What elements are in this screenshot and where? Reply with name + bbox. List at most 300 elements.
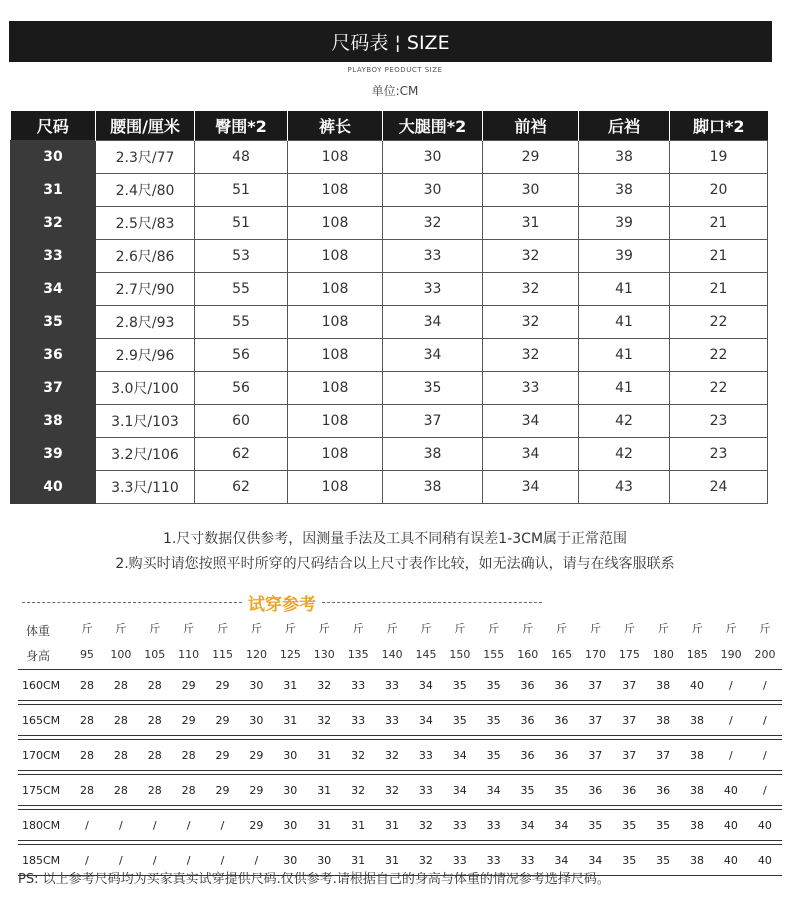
tryon-size-cell: 31 xyxy=(307,775,341,806)
weight-value: 185 xyxy=(686,648,708,661)
size-value-cell: 38 xyxy=(383,438,483,471)
tryon-size-cell: 31 xyxy=(273,670,307,701)
size-value-cell: 30 xyxy=(483,174,579,207)
weight-value: 100 xyxy=(110,648,132,661)
size-value-cell: 108 xyxy=(288,339,383,372)
size-value-cell: 32 xyxy=(383,207,483,240)
size-value-cell: 108 xyxy=(288,273,383,306)
divider-left xyxy=(22,602,242,603)
tryon-size-cell: 35 xyxy=(477,705,511,736)
size-code-cell: 38 xyxy=(11,405,96,438)
tryon-size-cell: 35 xyxy=(612,810,646,841)
tryon-size-cell: 29 xyxy=(239,775,273,806)
tryon-size-cell: 40 xyxy=(680,670,714,701)
size-code-cell: 33 xyxy=(11,240,96,273)
tryon-size-cell: 28 xyxy=(138,740,172,771)
size-value-cell: 108 xyxy=(288,207,383,240)
weight-value: 120 xyxy=(245,648,267,661)
tryon-size-cell: 29 xyxy=(206,775,240,806)
size-row xyxy=(11,207,768,240)
size-value-cell: 30 xyxy=(383,141,483,174)
notes-block xyxy=(0,527,790,577)
size-value-cell: 108 xyxy=(288,405,383,438)
size-value-cell: 39 xyxy=(579,240,670,273)
size-header-cell: 裤长 xyxy=(288,111,383,141)
size-value-cell: 108 xyxy=(288,372,383,405)
size-value-cell: 60 xyxy=(195,405,288,438)
size-row xyxy=(11,174,768,207)
tryon-size-cell: / xyxy=(138,845,172,876)
tryon-size-cell: 28 xyxy=(138,705,172,736)
size-value-cell: 2.3尺/77 xyxy=(96,141,195,174)
size-row xyxy=(11,372,768,405)
tryon-size-cell: 33 xyxy=(443,810,477,841)
tryon-size-cell: 33 xyxy=(375,670,409,701)
tryon-size-cell: 29 xyxy=(206,670,240,701)
weight-value: 95 xyxy=(79,648,94,661)
size-value-cell: 48 xyxy=(195,141,288,174)
size-header-cell: 后裆 xyxy=(579,111,670,141)
height-cell: 170CM xyxy=(18,740,70,771)
size-value-cell: 51 xyxy=(195,207,288,240)
weight-value: 160 xyxy=(517,648,539,661)
size-value-cell: 51 xyxy=(195,174,288,207)
tryon-size-cell: 31 xyxy=(375,845,409,876)
size-value-cell: 23 xyxy=(670,438,768,471)
size-value-cell: 22 xyxy=(670,372,768,405)
size-value-cell: 22 xyxy=(670,339,768,372)
tryon-size-cell: / xyxy=(206,810,240,841)
size-code-cell: 37 xyxy=(11,372,96,405)
weight-value: 135 xyxy=(347,648,369,661)
size-header-cell: 脚口*2 xyxy=(670,111,768,141)
size-row xyxy=(11,471,768,504)
tryon-table xyxy=(18,669,782,876)
tryon-size-cell: / xyxy=(748,775,782,806)
tryon-size-cell: 34 xyxy=(409,705,443,736)
tryon-size-cell: 31 xyxy=(341,810,375,841)
weight-value: 140 xyxy=(381,648,403,661)
size-value-cell: 37 xyxy=(383,405,483,438)
tryon-size-cell: / xyxy=(70,845,104,876)
jin-unit-label: 斤 xyxy=(352,622,364,635)
size-value-cell: 2.9尺/96 xyxy=(96,339,195,372)
size-value-cell: 41 xyxy=(579,306,670,339)
tryon-size-cell: 37 xyxy=(612,670,646,701)
height-cell: 180CM xyxy=(18,810,70,841)
tryon-size-cell: 31 xyxy=(341,845,375,876)
size-value-cell: 33 xyxy=(383,273,483,306)
tryon-size-cell: 35 xyxy=(511,775,545,806)
tryon-size-cell: 36 xyxy=(544,740,578,771)
size-value-cell: 2.7尺/90 xyxy=(96,273,195,306)
size-row xyxy=(11,405,768,438)
tryon-row xyxy=(18,775,782,806)
jin-unit-label: 斤 xyxy=(318,622,330,635)
unit-label: 单位:CM xyxy=(371,84,419,98)
weight-value: 110 xyxy=(178,648,200,661)
tryon-size-cell: 40 xyxy=(714,775,748,806)
tryon-size-cell: / xyxy=(172,845,206,876)
size-row xyxy=(11,438,768,471)
weight-value: 190 xyxy=(720,648,742,661)
size-value-cell: 108 xyxy=(288,240,383,273)
tryon-size-cell: 35 xyxy=(477,740,511,771)
tryon-size-cell: 30 xyxy=(273,740,307,771)
tryon-size-cell: 35 xyxy=(578,810,612,841)
divider-right xyxy=(322,602,542,603)
tryon-size-cell: 36 xyxy=(578,775,612,806)
size-value-cell: 2.4尺/80 xyxy=(96,174,195,207)
tryon-row xyxy=(18,705,782,736)
size-value-cell: 62 xyxy=(195,471,288,504)
tryon-size-cell: 38 xyxy=(680,775,714,806)
size-code-cell: 35 xyxy=(11,306,96,339)
size-header-cell: 尺码 xyxy=(11,111,96,141)
tryon-size-cell: 28 xyxy=(70,670,104,701)
size-header-cell: 大腿围*2 xyxy=(383,111,483,141)
tryon-size-cell: 40 xyxy=(748,845,782,876)
height-cell: 160CM xyxy=(18,670,70,701)
size-value-cell: 34 xyxy=(483,405,579,438)
tryon-size-cell: 30 xyxy=(273,775,307,806)
tryon-size-cell: 36 xyxy=(511,740,545,771)
tryon-size-cell: 38 xyxy=(646,705,680,736)
tryon-size-cell: 35 xyxy=(544,775,578,806)
weight-value: 175 xyxy=(618,648,640,661)
tryon-size-cell: 33 xyxy=(341,670,375,701)
tryon-size-cell: 33 xyxy=(341,705,375,736)
size-code-cell: 36 xyxy=(11,339,96,372)
tryon-size-cell: 28 xyxy=(172,740,206,771)
size-value-cell: 23 xyxy=(670,405,768,438)
tryon-size-cell: 32 xyxy=(341,740,375,771)
jin-unit-label: 斤 xyxy=(149,622,161,635)
size-value-cell: 33 xyxy=(383,240,483,273)
jin-unit-label: 斤 xyxy=(522,622,534,635)
tryon-size-cell: 36 xyxy=(544,670,578,701)
height-label: 身高 xyxy=(26,649,51,663)
tryon-size-cell: 28 xyxy=(104,705,138,736)
size-row xyxy=(11,240,768,273)
tryon-size-cell: 36 xyxy=(646,775,680,806)
tryon-size-cell: 32 xyxy=(307,670,341,701)
tryon-size-cell: 30 xyxy=(273,845,307,876)
tryon-size-cell: / xyxy=(714,705,748,736)
tryon-size-cell: 35 xyxy=(443,670,477,701)
size-value-cell: 42 xyxy=(579,405,670,438)
tryon-title: 试穿参考 xyxy=(248,595,316,615)
size-value-cell: 19 xyxy=(670,141,768,174)
weight-label: 体重 xyxy=(26,624,51,638)
size-value-cell: 108 xyxy=(288,306,383,339)
size-value-cell: 30 xyxy=(383,174,483,207)
tryon-size-cell: 28 xyxy=(70,775,104,806)
tryon-size-cell: 28 xyxy=(104,740,138,771)
weight-value: 145 xyxy=(415,648,437,661)
size-header-cell: 前裆 xyxy=(483,111,579,141)
tryon-size-cell: 28 xyxy=(138,775,172,806)
tryon-size-cell: 35 xyxy=(646,845,680,876)
tryon-size-cell: 33 xyxy=(409,740,443,771)
tryon-size-cell: / xyxy=(748,705,782,736)
tryon-size-cell: 34 xyxy=(443,775,477,806)
size-code-cell: 32 xyxy=(11,207,96,240)
jin-unit-label: 斤 xyxy=(386,622,398,635)
tryon-size-cell: 29 xyxy=(172,670,206,701)
size-value-cell: 108 xyxy=(288,471,383,504)
size-value-cell: 41 xyxy=(579,273,670,306)
tryon-size-cell: 33 xyxy=(409,775,443,806)
tryon-size-cell: 38 xyxy=(680,705,714,736)
size-value-cell: 32 xyxy=(483,306,579,339)
jin-unit-label: 斤 xyxy=(284,622,296,635)
size-value-cell: 41 xyxy=(579,339,670,372)
weight-value: 105 xyxy=(144,648,166,661)
size-value-cell: 21 xyxy=(670,273,768,306)
size-value-cell: 2.5尺/83 xyxy=(96,207,195,240)
jin-unit-label: 斤 xyxy=(556,622,568,635)
jin-unit-label: 斤 xyxy=(454,622,466,635)
size-code-cell: 40 xyxy=(11,471,96,504)
size-value-cell: 21 xyxy=(670,207,768,240)
size-value-cell: 29 xyxy=(483,141,579,174)
jin-unit-label: 斤 xyxy=(759,622,771,635)
jin-unit-label: 斤 xyxy=(250,622,262,635)
weight-value: 170 xyxy=(585,648,607,661)
weight-value: 130 xyxy=(313,648,335,661)
tryon-size-cell: 34 xyxy=(409,670,443,701)
tryon-size-cell: / xyxy=(748,670,782,701)
tryon-size-cell: 34 xyxy=(443,740,477,771)
note-2: 2.购买时请您按照平时所穿的尺码结合以上尺寸表作比较，如无法确认，请与在线客服联系 xyxy=(115,556,675,572)
brand-subtitle: PLAYBOY PEODUCT SIZE xyxy=(347,66,443,74)
weight-value: 180 xyxy=(652,648,674,661)
tryon-size-cell: 34 xyxy=(511,810,545,841)
tryon-size-cell: 35 xyxy=(612,845,646,876)
size-value-cell: 56 xyxy=(195,339,288,372)
tryon-size-cell: 30 xyxy=(239,670,273,701)
size-value-cell: 2.6尺/86 xyxy=(96,240,195,273)
size-value-cell: 38 xyxy=(579,141,670,174)
tryon-size-cell: 36 xyxy=(511,705,545,736)
size-value-cell: 39 xyxy=(579,207,670,240)
tryon-size-cell: / xyxy=(104,810,138,841)
height-cell: 165CM xyxy=(18,705,70,736)
tryon-size-cell: 28 xyxy=(172,775,206,806)
tryon-size-cell: 34 xyxy=(544,810,578,841)
size-header-cell: 腰围/厘米 xyxy=(96,111,195,141)
size-code-cell: 39 xyxy=(11,438,96,471)
tryon-size-cell: / xyxy=(104,845,138,876)
size-value-cell: 20 xyxy=(670,174,768,207)
tryon-size-cell: / xyxy=(206,845,240,876)
tryon-size-cell: 30 xyxy=(307,845,341,876)
tryon-size-cell: 33 xyxy=(477,845,511,876)
jin-unit-label: 斤 xyxy=(115,622,127,635)
weight-value: 155 xyxy=(483,648,505,661)
tryon-size-cell: / xyxy=(714,670,748,701)
size-header-cell: 臀围*2 xyxy=(195,111,288,141)
tryon-size-cell: 30 xyxy=(273,810,307,841)
tryon-size-cell: 31 xyxy=(307,810,341,841)
size-value-cell: 24 xyxy=(670,471,768,504)
tryon-size-cell: 31 xyxy=(307,740,341,771)
weight-header xyxy=(18,618,778,668)
size-row xyxy=(11,306,768,339)
tryon-size-cell: 32 xyxy=(307,705,341,736)
tryon-size-cell: 29 xyxy=(206,740,240,771)
tryon-size-cell: 40 xyxy=(714,845,748,876)
tryon-size-cell: 37 xyxy=(646,740,680,771)
size-value-cell: 31 xyxy=(483,207,579,240)
tryon-size-cell: 33 xyxy=(477,810,511,841)
tryon-size-cell: 35 xyxy=(477,670,511,701)
tryon-size-cell: 34 xyxy=(578,845,612,876)
size-value-cell: 55 xyxy=(195,306,288,339)
tryon-size-cell: 37 xyxy=(612,740,646,771)
weight-value: 200 xyxy=(754,648,776,661)
size-value-cell: 33 xyxy=(483,372,579,405)
tryon-size-cell: 36 xyxy=(544,705,578,736)
tryon-size-cell: 36 xyxy=(612,775,646,806)
tryon-size-cell: 35 xyxy=(443,705,477,736)
jin-unit-label: 斤 xyxy=(725,622,737,635)
tryon-size-cell: 29 xyxy=(239,810,273,841)
note-1: 1.尺寸数据仅供参考，因测量手法及工具不同稍有误差1-3CM属于正常范围 xyxy=(162,531,628,547)
tryon-section-title xyxy=(22,590,542,615)
tryon-size-cell: / xyxy=(748,740,782,771)
size-row xyxy=(11,141,768,174)
tryon-size-cell: 33 xyxy=(375,705,409,736)
tryon-size-cell: / xyxy=(714,740,748,771)
size-value-cell: 55 xyxy=(195,273,288,306)
tryon-size-cell: 28 xyxy=(104,670,138,701)
weight-value: 150 xyxy=(449,648,471,661)
tryon-size-cell: 37 xyxy=(578,670,612,701)
size-value-cell: 32 xyxy=(483,273,579,306)
size-code-cell: 34 xyxy=(11,273,96,306)
page-title: 尺码表 ¦ SIZE xyxy=(331,32,450,54)
tryon-size-cell: / xyxy=(138,810,172,841)
weight-value: 115 xyxy=(212,648,234,661)
tryon-size-cell: 32 xyxy=(409,810,443,841)
tryon-size-cell: 29 xyxy=(206,705,240,736)
weight-value: 125 xyxy=(279,648,301,661)
jin-unit-label: 斤 xyxy=(657,622,669,635)
size-value-cell: 108 xyxy=(288,141,383,174)
size-value-cell: 3.3尺/110 xyxy=(96,471,195,504)
tryon-size-cell: 30 xyxy=(239,705,273,736)
size-value-cell: 34 xyxy=(383,306,483,339)
size-value-cell: 108 xyxy=(288,438,383,471)
size-value-cell: 43 xyxy=(579,471,670,504)
size-value-cell: 2.8尺/93 xyxy=(96,306,195,339)
size-value-cell: 3.1尺/103 xyxy=(96,405,195,438)
size-row xyxy=(11,339,768,372)
size-value-cell: 108 xyxy=(288,174,383,207)
size-code-cell: 31 xyxy=(11,174,96,207)
tryon-size-cell: 29 xyxy=(172,705,206,736)
ps-note: PS: 以上参考尺码均为买家真实试穿提供尺码.仅供参考.请根据自己的身高与体重的情况参考选择尺码。 xyxy=(18,872,610,887)
tryon-size-cell: 28 xyxy=(138,670,172,701)
tryon-row xyxy=(18,810,782,841)
size-value-cell: 38 xyxy=(383,471,483,504)
jin-unit-label: 斤 xyxy=(183,622,195,635)
tryon-size-cell: 28 xyxy=(70,705,104,736)
size-value-cell: 22 xyxy=(670,306,768,339)
tryon-size-cell: 37 xyxy=(578,705,612,736)
tryon-size-cell: 31 xyxy=(273,705,307,736)
tryon-size-cell: / xyxy=(70,810,104,841)
tryon-size-cell: 38 xyxy=(646,670,680,701)
tryon-size-cell: 38 xyxy=(680,845,714,876)
height-cell: 185CM xyxy=(18,845,70,876)
jin-unit-label: 斤 xyxy=(420,622,432,635)
tryon-size-cell: 36 xyxy=(511,670,545,701)
tryon-size-cell: 32 xyxy=(409,845,443,876)
tryon-size-cell: 33 xyxy=(511,845,545,876)
tryon-size-cell: 29 xyxy=(239,740,273,771)
jin-unit-label: 斤 xyxy=(590,622,602,635)
size-value-cell: 34 xyxy=(483,438,579,471)
size-value-cell: 41 xyxy=(579,372,670,405)
tryon-size-cell: 40 xyxy=(714,810,748,841)
size-value-cell: 32 xyxy=(483,339,579,372)
jin-unit-label: 斤 xyxy=(81,622,93,635)
size-value-cell: 56 xyxy=(195,372,288,405)
weight-value: 165 xyxy=(551,648,573,661)
size-value-cell: 3.0尺/100 xyxy=(96,372,195,405)
size-value-cell: 38 xyxy=(579,174,670,207)
tryon-size-cell: 40 xyxy=(748,810,782,841)
size-value-cell: 3.2尺/106 xyxy=(96,438,195,471)
size-value-cell: 21 xyxy=(670,240,768,273)
size-value-cell: 42 xyxy=(579,438,670,471)
size-row xyxy=(11,273,768,306)
size-value-cell: 62 xyxy=(195,438,288,471)
tryon-size-cell: 32 xyxy=(375,775,409,806)
tryon-size-cell: 33 xyxy=(443,845,477,876)
size-code-cell: 30 xyxy=(11,141,96,174)
tryon-size-cell: 37 xyxy=(612,705,646,736)
header-title-bar xyxy=(9,21,772,62)
tryon-size-cell: / xyxy=(239,845,273,876)
size-chart-table xyxy=(10,111,768,504)
tryon-row xyxy=(18,740,782,771)
tryon-size-cell: 38 xyxy=(680,740,714,771)
tryon-size-cell: 32 xyxy=(341,775,375,806)
jin-unit-label: 斤 xyxy=(217,622,229,635)
jin-unit-label: 斤 xyxy=(691,622,703,635)
size-value-cell: 32 xyxy=(483,240,579,273)
tryon-size-cell: 34 xyxy=(477,775,511,806)
tryon-size-cell: 38 xyxy=(680,810,714,841)
tryon-size-cell: 31 xyxy=(375,810,409,841)
tryon-size-cell: / xyxy=(172,810,206,841)
tryon-size-cell: 28 xyxy=(70,740,104,771)
tryon-row xyxy=(18,670,782,701)
size-value-cell: 34 xyxy=(483,471,579,504)
jin-unit-label: 斤 xyxy=(488,622,500,635)
size-value-cell: 53 xyxy=(195,240,288,273)
tryon-size-cell: 34 xyxy=(544,845,578,876)
tryon-size-cell: 37 xyxy=(578,740,612,771)
tryon-size-cell: 28 xyxy=(104,775,138,806)
jin-unit-label: 斤 xyxy=(623,622,635,635)
height-cell: 175CM xyxy=(18,775,70,806)
size-value-cell: 35 xyxy=(383,372,483,405)
